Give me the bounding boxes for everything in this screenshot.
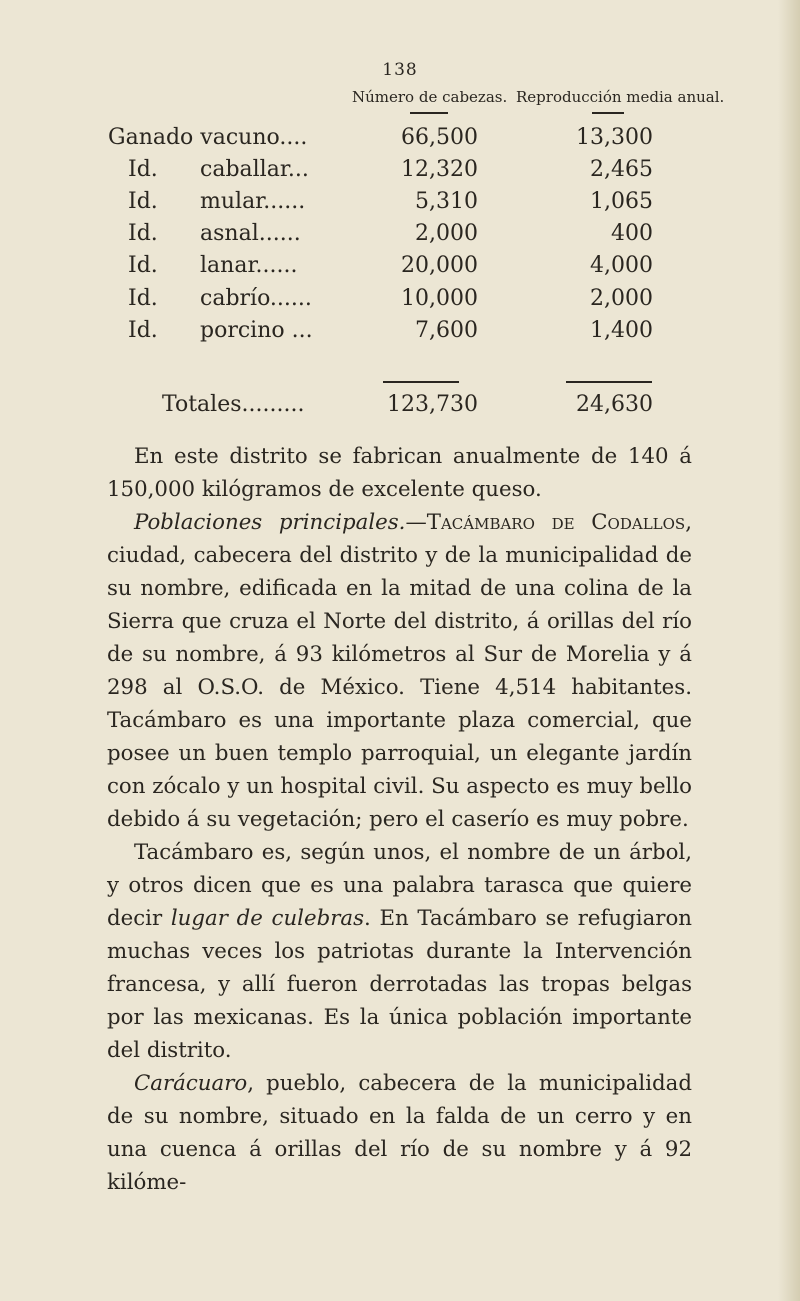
row-name: lanar...... <box>200 253 298 278</box>
row-prefix: Id. <box>128 286 158 311</box>
row-prefix: Id. <box>128 189 158 214</box>
town-name: Tacámbaro de Codallos <box>426 510 686 535</box>
row-heads: 10,000 <box>401 286 478 311</box>
body-text <box>107 440 692 1199</box>
table-row <box>0 318 800 350</box>
row-reproduction: 1,065 <box>590 189 653 214</box>
row-heads: 20,000 <box>401 253 478 278</box>
paragraph-text: . En Tacámbaro se refugiaron muchas veces los patriotas durante la Intervención francesa, y allí fueron derrotadas las tropas belgas por las mexicanas. Es la única población importante del distrito. <box>107 906 692 1063</box>
row-prefix: Id. <box>128 253 158 278</box>
row-name: porcino ... <box>200 318 313 343</box>
totals-heads: 123,730 <box>387 392 478 417</box>
row-reproduction: 2,465 <box>590 157 653 182</box>
row-heads: 7,600 <box>415 318 478 343</box>
table-row <box>0 189 800 221</box>
row-heads: 66,500 <box>401 125 478 150</box>
italic-phrase: lugar de culebras <box>170 906 365 931</box>
paragraph-text: , pueblo, cabecera de la municipalidad de su nombre, situado en la falda de un cerro y en una cuenca á orillas del río de su nombre y á 92 kilóme- <box>107 1071 692 1195</box>
row-prefix: Id. <box>128 157 158 182</box>
page-number: 138 <box>382 60 418 80</box>
paragraph-etymology <box>107 836 692 1067</box>
town-name: Carácuaro <box>134 1071 248 1096</box>
section-heading: Poblaciones principales. <box>134 510 406 535</box>
row-name: caballar... <box>200 157 309 182</box>
sum-rule-1 <box>383 381 459 383</box>
row-prefix: Id. <box>128 318 158 343</box>
row-reproduction: 2,000 <box>590 286 653 311</box>
row-reproduction: 1,400 <box>590 318 653 343</box>
table-row <box>0 125 800 157</box>
totals-label: Totales......... <box>162 392 305 417</box>
column-rule-1 <box>410 112 448 114</box>
totals-reproduction: 24,630 <box>576 392 653 417</box>
sum-rule-2 <box>566 381 652 383</box>
table-row <box>0 157 800 189</box>
paragraph-text: Tacámbaro es, según unos, el nombre de un árbol, y otros dicen que es una palabra tarasca que quiere decir <box>107 840 692 931</box>
row-heads: 5,310 <box>415 189 478 214</box>
paragraph-text: , ciudad, cabecera del distrito y de la municipalidad de su nombre, edificada en la mitad de una colina de la Sierra que cruza el Norte del distrito, á orillas del río de su nombre, á 93 kilómetros al Sur de Morelia y á 298 al O.S.O. de México. Tiene 4,514 habitantes. Tacámbaro es una importante plaza comercial, que posee un buen templo parroquial, un elegante jardín con zócalo y un hospital civil. Su aspecto es muy bello debido á su vegetación; pero el caserío es muy pobre. <box>107 510 692 832</box>
totals-row <box>0 392 800 426</box>
row-name: cabrío...... <box>200 286 312 311</box>
table-row <box>0 221 800 253</box>
row-name: asnal...... <box>200 221 301 246</box>
paragraph-tacambaro <box>107 506 692 836</box>
column-header-reproduccion: Reproducción media anual. <box>516 88 725 106</box>
row-name: mular...... <box>200 189 306 214</box>
table-row <box>0 286 800 318</box>
column-header-numero: Número de cabezas. <box>352 88 508 106</box>
row-heads: 12,320 <box>401 157 478 182</box>
column-rule-2 <box>592 112 624 114</box>
table-row <box>0 253 800 285</box>
dash: — <box>405 510 427 535</box>
row-heads: 2,000 <box>415 221 478 246</box>
paragraph-caracuaro <box>107 1067 692 1199</box>
row-reproduction: 400 <box>611 221 653 246</box>
row-reproduction: 4,000 <box>590 253 653 278</box>
row-prefix: Id. <box>128 221 158 246</box>
row-name: Ganado vacuno.... <box>108 125 308 150</box>
paragraph-cheese: En este distrito se fabrican anualmente de 140 á 150,000 kilógramos de excelente queso. <box>107 444 692 502</box>
row-reproduction: 13,300 <box>576 125 653 150</box>
